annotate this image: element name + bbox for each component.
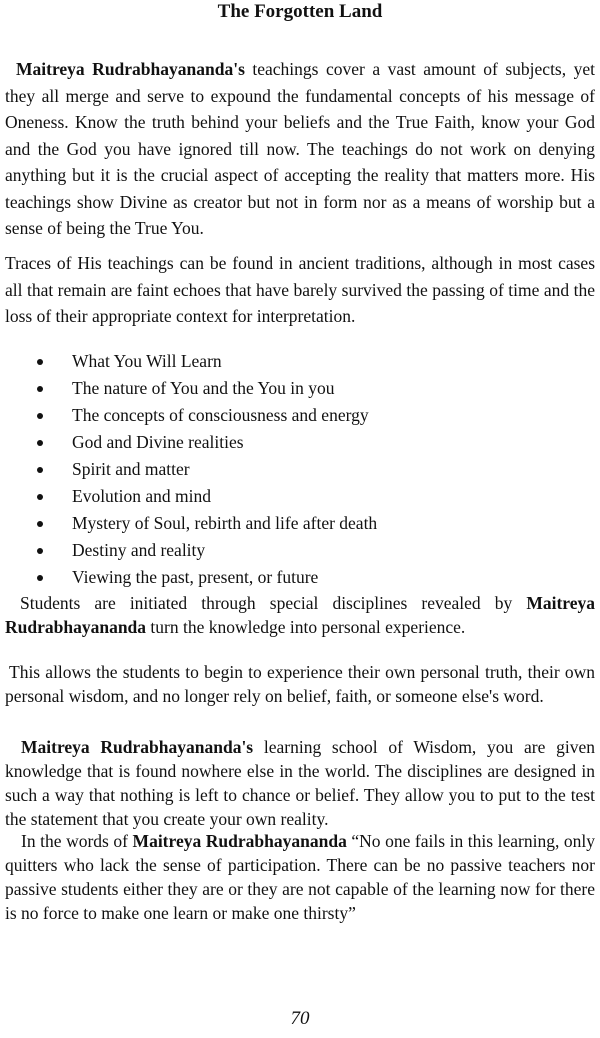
- list-item-text: God and Divine realities: [72, 432, 244, 452]
- paragraph-5: [5, 735, 595, 831]
- bullet-icon: [37, 521, 43, 527]
- paragraph-6-text-before: In the words of: [21, 831, 133, 851]
- page-title: The Forgotten Land: [217, 1, 383, 22]
- author-name-bold: Maitreya Rudrabhayananda's: [16, 59, 245, 79]
- list-item: [0, 375, 595, 402]
- list-item-text: What You Will Learn: [72, 351, 222, 371]
- author-name-bold: Maitreya Rudrabhayananda's: [21, 737, 254, 757]
- bullet-icon: [37, 440, 43, 446]
- bullet-icon: [37, 359, 43, 365]
- list-item: [0, 348, 595, 375]
- list-item: [0, 510, 595, 537]
- bullet-icon: [37, 413, 43, 419]
- bullet-icon: [37, 548, 43, 554]
- author-name-bold: Maitreya Rudrabhayananda: [5, 593, 595, 637]
- list-item-text: Mystery of Soul, rebirth and life after death: [72, 513, 378, 533]
- paragraph-4: This allows the students to begin to experience their own personal truth, their own personal wisdom, and no longer rely on belief, faith, or someone else's word.: [5, 662, 595, 706]
- author-name-bold: Maitreya Rudrabhayananda: [132, 831, 347, 851]
- list-item: [0, 456, 595, 483]
- list-item-text: The concepts of consciousness and energy: [72, 405, 369, 425]
- paragraph-3-text-after: turn the knowledge into personal experience.: [146, 617, 466, 637]
- page-number: 70: [290, 1008, 310, 1029]
- paragraph-6: [5, 829, 595, 925]
- paragraph-5-text: learning school of Wisdom, you are given knowledge that is found nowhere else in the world. The disciplines are designed in such a way that nothing is left to chance or belief. They allow you to put to the test the statement that you create your own reality.: [5, 737, 595, 829]
- list-item-text: Evolution and mind: [72, 486, 212, 506]
- paragraph-2: Traces of His teachings can be found in ancient traditions, although in most cases all that remain are faint echoes that have barely survived the passing of time and the loss of their appropriate context for interpretation.: [5, 253, 595, 326]
- list-item-text: The nature of You and the You in you: [72, 378, 335, 398]
- bullet-list: [0, 348, 595, 591]
- paragraph-3: [5, 591, 595, 639]
- paragraph-3-text-before: Students are initiated through special disciplines revealed by: [20, 593, 527, 613]
- paragraph-1-text: teachings cover a vast amount of subjects, yet they all merge and serve to expound the fundamental concepts of his message of Oneness. Know the truth behind your beliefs and the True Faith, know your God and the God you have ignored till now. The teachings do not work on denying anything but it is the crucial aspect of accepting the reality that matters more. His teachings show Divine as creator but not in form nor as a means of worship but a sense of being the True You.: [5, 59, 595, 238]
- list-item-text: Destiny and reality: [72, 540, 206, 560]
- list-item-text: Spirit and matter: [72, 459, 190, 479]
- paragraph-1: [5, 56, 595, 242]
- bullet-icon: [37, 386, 43, 392]
- list-item-text: Viewing the past, present, or future: [72, 567, 319, 587]
- bullet-icon: [37, 494, 43, 500]
- paragraph-6-text-after: “No one fails in this learning, only quitters who lack the sense of participation. There can be no passive teachers nor passive students either they are or they are not capable of the learning now for there is no force to make one learn or make one thirsty”: [5, 831, 596, 923]
- list-item: [0, 483, 595, 510]
- list-item: [0, 564, 595, 591]
- list-item: [0, 402, 595, 429]
- bullet-icon: [37, 467, 43, 473]
- list-item: [0, 429, 595, 456]
- list-item: [0, 537, 595, 564]
- bullet-icon: [37, 575, 43, 581]
